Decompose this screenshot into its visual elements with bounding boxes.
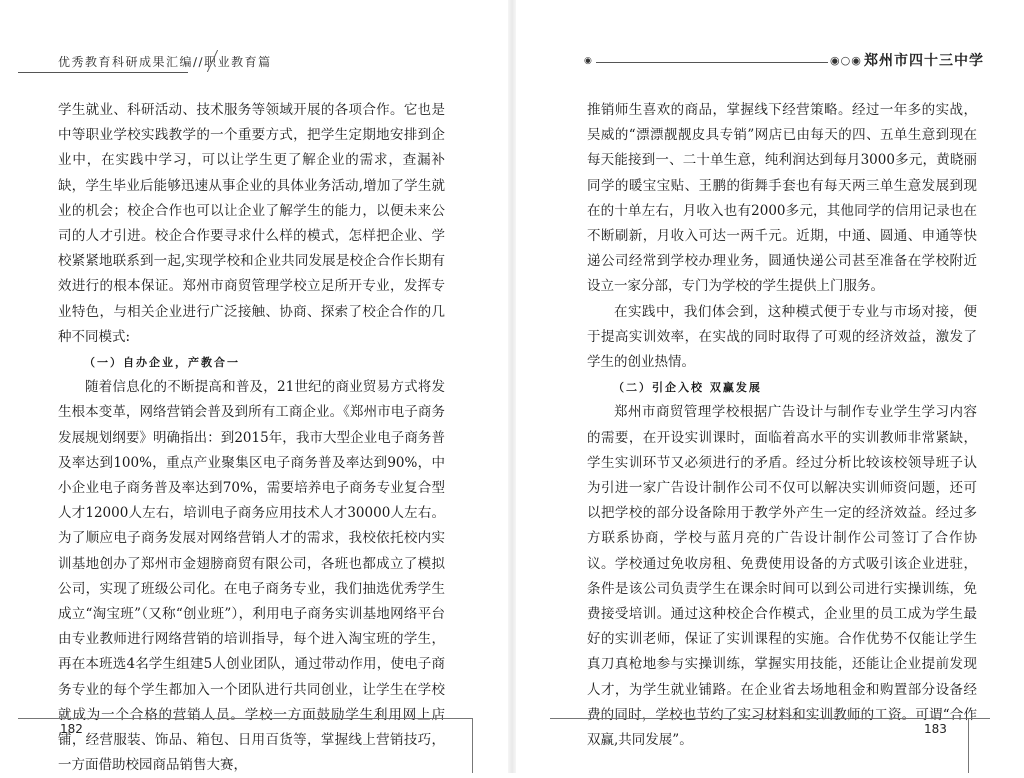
footer-rule [18, 718, 473, 719]
section-heading: （一）自办企业，产教合一 [84, 356, 240, 370]
paragraph: 推销师生喜欢的商品，掌握线下经营策略。经过一年多的实战，吴威的“漂漂靓靓皮具专销”网店已由每天的四、五单生意到现在每天能接到一、二十单生意，纯利润达到每月3000多元，黄晓丽同学的暖宝宝贴、王鹏的街舞手套也有每天两三单生意发展到现在的十单左右，月收入也有2000多元，其他同学的信用记录也在不断刷新，月收入可达一两千元。近期，中通、圆通、申通等快递公司经常到学校办理业务，圆通快递公司甚至准备在学校附近设立一家分部，专门为学校的学生提供上门服务。 [587, 102, 977, 295]
right-body-text [587, 98, 977, 753]
header-rule [18, 72, 188, 73]
paragraph: 随着信息化的不断提高和普及，21世纪的商业贸易方式将发生根本变革，网络营销会普及到所有工商企业。《郑州市电子商务发展规划纲要》明确指出：到2015年，我市大型企业电子商务普及率达到100%，重点产业聚集区电子商务普及率达到90%，中小企业电子商务普及率达到70%，需要培养电子商务专业复合型人才12000人左右，培训电子商务应用技术人才30000人左右。为了顺应电子商务发展对网络营销人才的需求，我校依托校内实训基地创办了郑州市金翅膀商贸有限公司，各班也都成立了模拟公司，实现了班级公司化。在电子商务专业，我们抽选优秀学生成立“淘宝班”（又称“创业班”），利用电子商务实训基地网络平台由专业教师进行网络营销的培训指导，每个进入淘宝班的学生，再在本班选4名学生组建5人创业团队，通过带动作用，使电子商务专业的每个学生都加入一个团队进行共同创业，让学生在学校就成为一个合格的营销人员。学校一方面鼓励学生利用网上店铺，经营服装、饰品、箱包、日用百货等，掌握线上营销技巧，一方面借助校园商品销售大赛， [58, 379, 445, 774]
page-number: 182 [60, 722, 83, 736]
page-number: 183 [924, 722, 947, 736]
footer-tick [968, 718, 969, 773]
paragraph: 郑州市商贸管理学校根据广告设计与制作专业学生学习内容的需要，在开设实训课时，面临着高水平的实训教师非常紧缺，学生实训环节又必须进行的矛盾。经过分析比较该校领导班子认为引进一家广告设计制作公司不仅可以解决实训师资问题，还可以把学校的部分设备除用于教学外产生一定的经济效益。经过多方联系协商，学校与蓝月亮的广告设计制作公司签订了合作协议。学校通过免收房租、免费使用设备的方式吸引该企业进驻，条件是该公司负责学生在课余时间可以到公司进行实操训练，免费接受培训。通过这种校企合作模式，企业里的员工成为学生最好的实训老师，保证了实训课程的实施。合作优势不仅能让学生真刀真枪地参与实操训练，掌握实用技能，还能让企业提前发现人才，为学生就业铺路。在企业省去场地租金和购置部分设备经费的同时，学校也节约了实习材料和实训教师的工资。可谓“合作双赢,共同发展”。 [587, 404, 977, 749]
running-header-left: 优秀教育科研成果汇编∕∕职业教育篇 [58, 55, 272, 69]
paragraph: 在实践中，我们体会到，这种模式便于专业与市场对接，便于提高实训效率，在实战的同时取得了可观的经济效益，激发了学生的创业热情。 [587, 303, 977, 371]
header-ornament-icon: ◉○◉ [830, 54, 862, 67]
section-heading: （二）引企入校 双赢发展 [613, 381, 762, 395]
paragraph: 学生就业、科研活动、技术服务等领域开展的各项合作。它也是中等职业学校实践教学的一个重要方式，把学生定期地安排到企业中，在实践中学习，可以让学生更了解企业的需求，查漏补缺，学生毕业后能够迅速从事企业的具体业务活动,增加了学生就业的机会；校企合作也可以让企业了解学生的能力，以便未来公司的人才引进。校企合作要寻求什么样的模式，怎样把企业、学校紧紧地联系到一起,实现学校和企业共同发展是校企合作长期有效进行的根本保证。郑州市商贸管理学校立足所开专业，发挥专业特色，与相关企业进行广泛接触、协商、探索了校企合作的几种不同模式: [58, 102, 445, 345]
running-header-right: 郑州市四十三中学 [864, 53, 984, 69]
left-page [0, 0, 512, 773]
footer-tick [472, 718, 473, 773]
right-page [512, 0, 1024, 773]
footer-rule [550, 718, 990, 719]
header-ornament-icon: ◉ [584, 56, 592, 66]
header-rule [596, 62, 828, 63]
left-body-text [58, 98, 445, 778]
